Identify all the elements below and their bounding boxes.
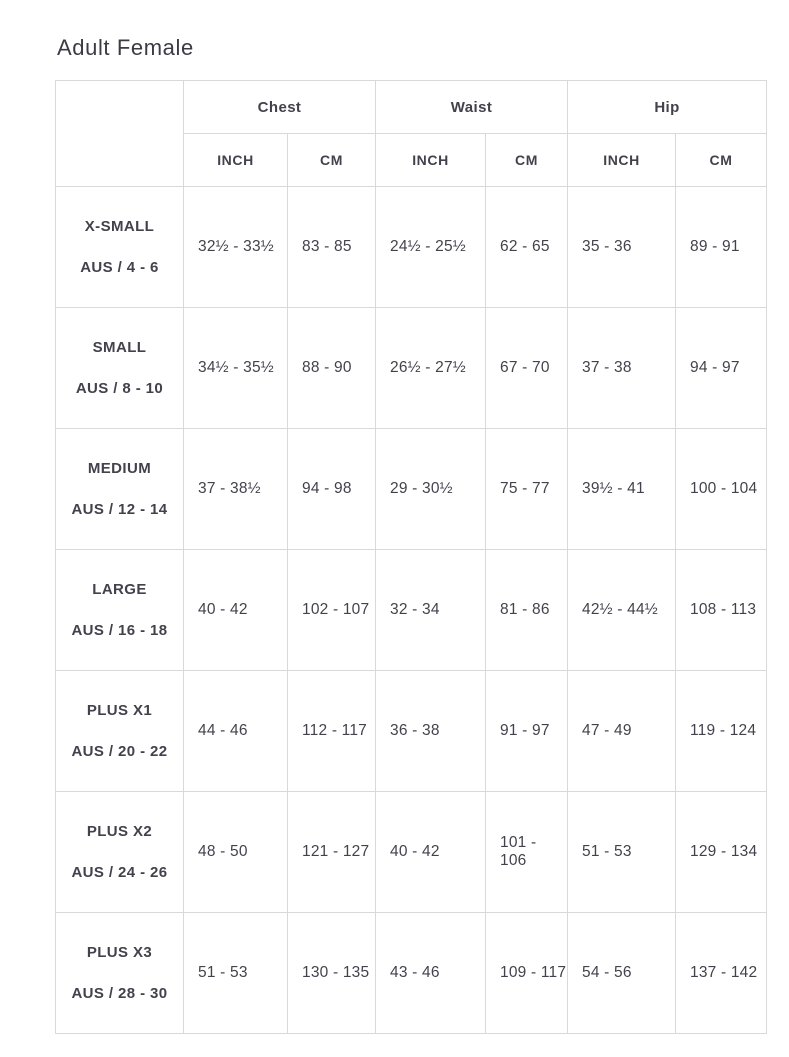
table-row-xsmall <box>56 187 767 308</box>
chest-inch-value: 51 - 53 <box>184 913 288 1034</box>
hip-inch-header: INCH <box>568 134 676 187</box>
waist-inch-value: 24½ - 25½ <box>376 187 486 308</box>
waist-inch-value: 40 - 42 <box>376 792 486 913</box>
table-row-plus-x3 <box>56 913 767 1034</box>
table-row-plus-x1 <box>56 671 767 792</box>
chest-inch-value: 44 - 46 <box>184 671 288 792</box>
waist-cm-value: 91 - 97 <box>486 671 568 792</box>
hip-cm-value: 94 - 97 <box>676 308 767 429</box>
size-label-cell <box>56 429 184 550</box>
waist-cm-value: 101 - 106 <box>486 792 568 913</box>
hip-cm-value: 108 - 113 <box>676 550 767 671</box>
chest-inch-value: 37 - 38½ <box>184 429 288 550</box>
chest-cm-value: 102 - 107 <box>288 550 376 671</box>
hip-cm-header: CM <box>676 134 767 187</box>
table-row-medium <box>56 429 767 550</box>
size-name: MEDIUM <box>87 460 152 477</box>
table-row-plus-x2 <box>56 792 767 913</box>
waist-cm-value: 75 - 77 <box>486 429 568 550</box>
hip-group-header: Hip <box>568 81 767 134</box>
chest-inch-value: 48 - 50 <box>184 792 288 913</box>
hip-cm-value: 119 - 124 <box>676 671 767 792</box>
waist-inch-value: 36 - 38 <box>376 671 486 792</box>
chest-cm-header: CM <box>288 134 376 187</box>
aus-range: AUS / 24 - 26 <box>71 864 168 881</box>
waist-cm-value: 67 - 70 <box>486 308 568 429</box>
page-title: Adult Female <box>57 35 194 60</box>
hip-cm-value: 137 - 142 <box>676 913 767 1034</box>
chest-cm-value: 88 - 90 <box>288 308 376 429</box>
corner-cell <box>56 81 184 187</box>
aus-range: AUS / 8 - 10 <box>75 380 164 397</box>
hip-inch-value: 37 - 38 <box>568 308 676 429</box>
group-header-row <box>56 81 767 134</box>
hip-inch-value: 47 - 49 <box>568 671 676 792</box>
waist-inch-header: INCH <box>376 134 486 187</box>
table-row-large <box>56 550 767 671</box>
waist-inch-value: 26½ - 27½ <box>376 308 486 429</box>
size-name: LARGE <box>92 581 147 598</box>
chest-cm-value: 112 - 117 <box>288 671 376 792</box>
size-name: PLUS X2 <box>86 823 153 840</box>
hip-cm-value: 100 - 104 <box>676 429 767 550</box>
hip-inch-value: 51 - 53 <box>568 792 676 913</box>
chest-cm-value: 130 - 135 <box>288 913 376 1034</box>
size-name: SMALL <box>92 339 147 356</box>
waist-inch-value: 32 - 34 <box>376 550 486 671</box>
hip-cm-value: 89 - 91 <box>676 187 767 308</box>
chest-inch-value: 34½ - 35½ <box>184 308 288 429</box>
size-label-cell <box>56 187 184 308</box>
size-name: X-SMALL <box>84 218 155 235</box>
size-label-cell <box>56 550 184 671</box>
chest-inch-value: 40 - 42 <box>184 550 288 671</box>
hip-cm-value: 129 - 134 <box>676 792 767 913</box>
table-row-small <box>56 308 767 429</box>
waist-inch-value: 29 - 30½ <box>376 429 486 550</box>
size-label-cell <box>56 671 184 792</box>
size-chart-table <box>55 80 767 1034</box>
aus-range: AUS / 4 - 6 <box>80 259 159 276</box>
aus-range: AUS / 20 - 22 <box>71 743 168 760</box>
chest-inch-value: 32½ - 33½ <box>184 187 288 308</box>
hip-inch-value: 39½ - 41 <box>568 429 676 550</box>
waist-inch-value: 43 - 46 <box>376 913 486 1034</box>
chest-cm-value: 94 - 98 <box>288 429 376 550</box>
waist-cm-value: 81 - 86 <box>486 550 568 671</box>
chest-inch-header: INCH <box>184 134 288 187</box>
size-label-cell <box>56 792 184 913</box>
hip-inch-value: 54 - 56 <box>568 913 676 1034</box>
hip-inch-value: 42½ - 44½ <box>568 550 676 671</box>
aus-range: AUS / 28 - 30 <box>71 985 168 1002</box>
aus-range: AUS / 12 - 14 <box>71 501 168 518</box>
waist-cm-header: CM <box>486 134 568 187</box>
size-name: PLUS X1 <box>86 702 153 719</box>
chest-group-header: Chest <box>184 81 376 134</box>
size-label-cell <box>56 913 184 1034</box>
size-name: PLUS X3 <box>86 944 153 961</box>
chest-cm-value: 83 - 85 <box>288 187 376 308</box>
chest-cm-value: 121 - 127 <box>288 792 376 913</box>
waist-group-header: Waist <box>376 81 568 134</box>
size-label-cell <box>56 308 184 429</box>
aus-range: AUS / 16 - 18 <box>71 622 168 639</box>
waist-cm-value: 62 - 65 <box>486 187 568 308</box>
hip-inch-value: 35 - 36 <box>568 187 676 308</box>
waist-cm-value: 109 - 117 <box>486 913 568 1034</box>
